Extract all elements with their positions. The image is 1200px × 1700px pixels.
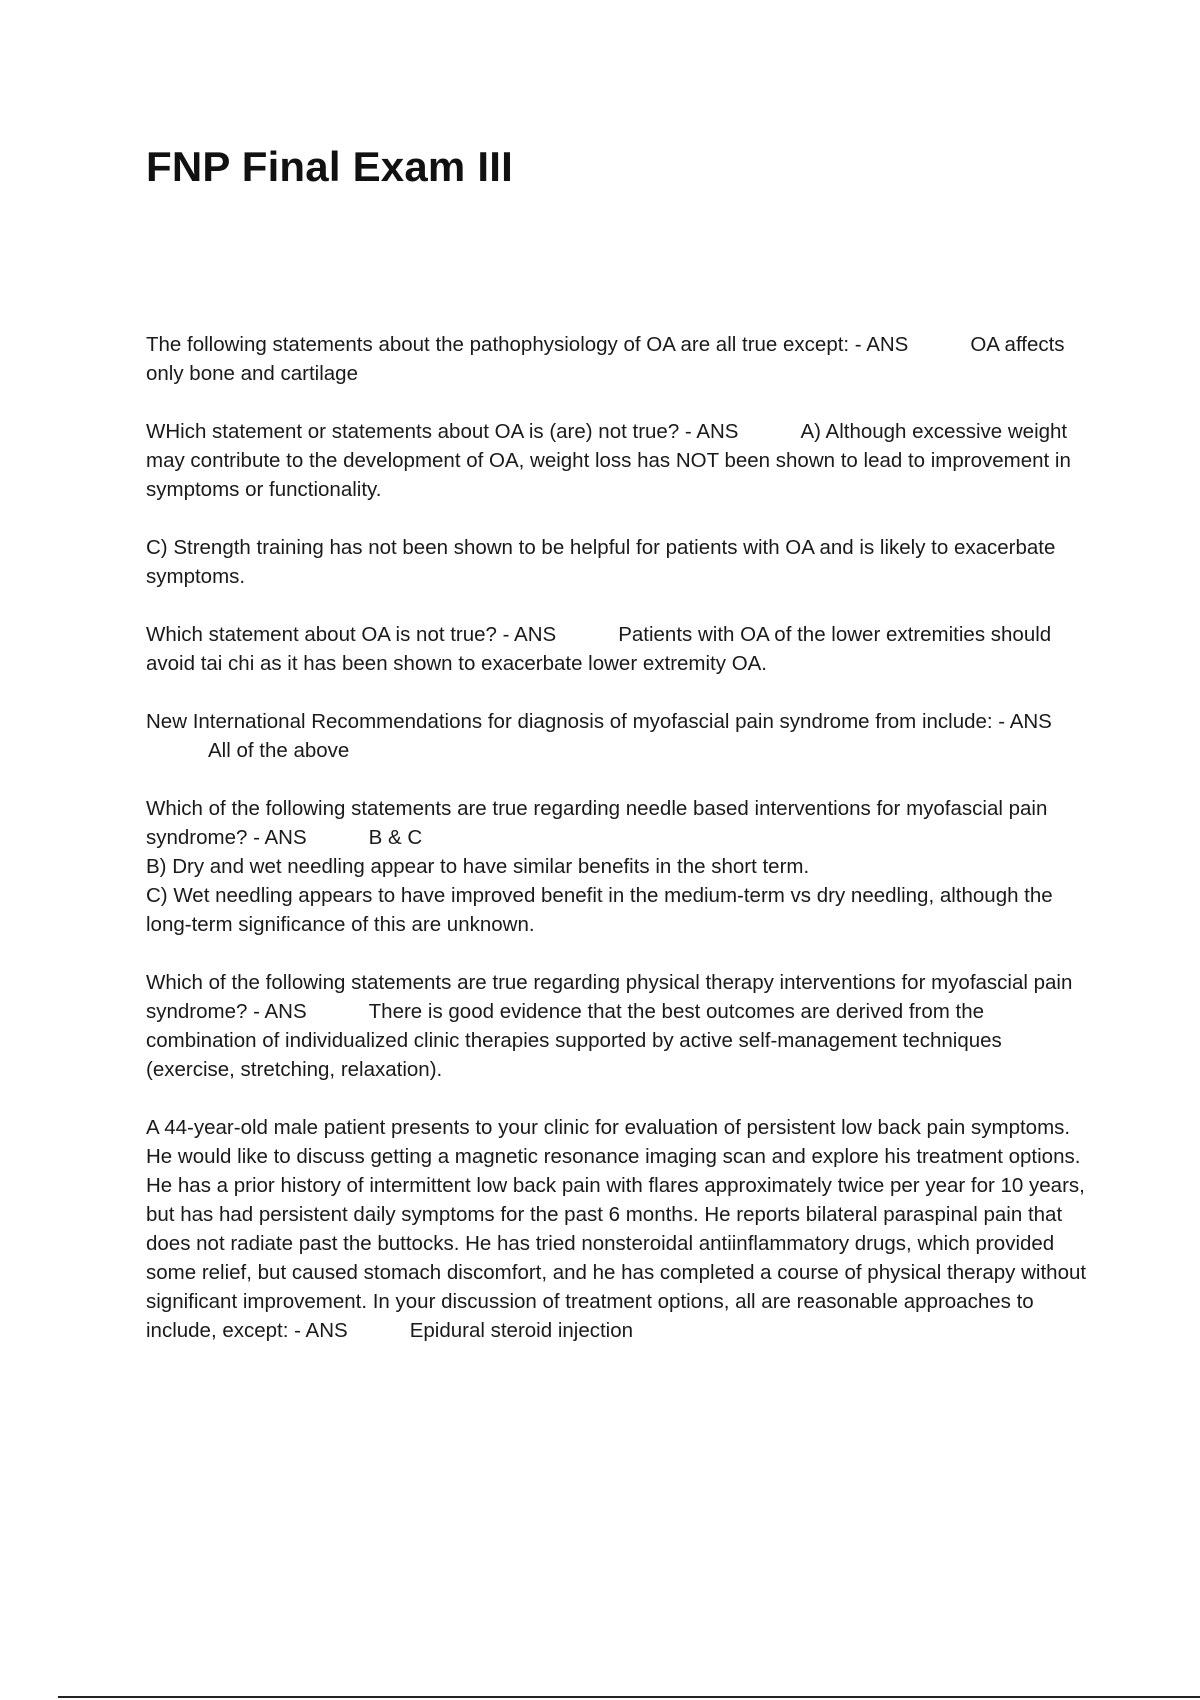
answer-extra-text: C) Strength training has not been shown to be helpful for patients with OA and is likely to exacerbate symptoms. [146, 536, 1056, 588]
answer-detail-b: B) Dry and wet needling appear to have similar benefits in the short term. [146, 855, 810, 878]
qa-text [146, 1113, 1096, 1345]
question-text: WHich statement or statements about OA is (are) not true? - ANS [146, 420, 739, 443]
answer-text: OA affects only bone and cartilage [146, 333, 1065, 385]
qa-item-3 [146, 620, 1096, 678]
question-text: Which of the following statements are true regarding needle based interventions for myofascial pain syndrome? - ANS [146, 797, 1048, 849]
question-text: Which of the following statements are true regarding physical therapy interventions for myofascial pain syndrome? - ANS [146, 971, 1073, 1023]
answer-text: B & C [368, 826, 423, 849]
qa-text [146, 417, 1096, 504]
qa-text [146, 707, 1096, 765]
answer-text: All of the above [208, 739, 350, 762]
qa-item-7 [146, 1113, 1096, 1345]
answer-text: There is good evidence that the best outcomes are derived from the combination of individualized clinic therapies supported by active self-management techniques (exercise, stretching, relaxation). [146, 1000, 1002, 1081]
answer-text: Patients with OA of the lower extremities should avoid tai chi as it has been shown to exacerbate lower extremity OA. [146, 623, 1052, 675]
qa-item-1 [146, 330, 1096, 388]
qa-item-6 [146, 968, 1096, 1084]
question-text: A 44-year-old male patient presents to your clinic for evaluation of persistent low back pain symptoms. He would like to discuss getting a magnetic resonance imaging scan and explore his treatment options. He has a prior history of intermittent low back pain with flares approximately twice per year for 10 years, but has had persistent daily symptoms for the past 6 months. He reports bilateral paraspinal pain that does not radiate past the buttocks. He has tried nonsteroidal antiinflammatory drugs, which provided some relief, but caused stomach discomfort, and he has completed a course of physical therapy without significant improvement. In your discussion of treatment options, all are reasonable approaches to include, except: - ANS [146, 1116, 1087, 1342]
qa-text [146, 968, 1096, 1084]
qa-text [146, 330, 1096, 388]
question-text: Which statement about OA is not true? - ANS [146, 623, 557, 646]
qa-item-2-extra [146, 533, 1096, 591]
qa-text [146, 620, 1096, 678]
qa-text [146, 794, 1096, 852]
footer-divider [58, 1696, 1200, 1698]
answer-text: Epidural steroid injection [409, 1319, 634, 1342]
answer-detail-c: C) Wet needling appears to have improved benefit in the medium-term vs dry needling, although the long-term significance of this are unknown. [146, 884, 1053, 936]
question-text: The following statements about the pathophysiology of OA are all true except: - ANS [146, 333, 909, 356]
qa-list [146, 330, 1096, 1374]
qa-item-4 [146, 707, 1096, 765]
page-title: FNP Final Exam III [146, 143, 513, 190]
question-text: New International Recommendations for diagnosis of myofascial pain syndrome from include: - ANS [146, 710, 1052, 733]
qa-item-5 [146, 794, 1096, 939]
answer-text: A) Although excessive weight may contribute to the development of OA, weight loss has NOT been shown to lead to improvement in symptoms or functionality. [146, 420, 1071, 501]
qa-item-2 [146, 417, 1096, 504]
